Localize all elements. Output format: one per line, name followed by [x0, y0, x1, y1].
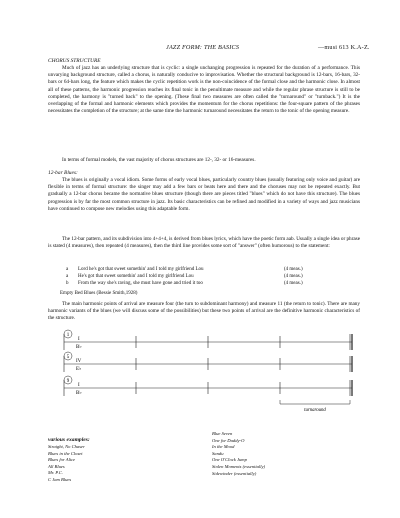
lyric-tag: a: [66, 267, 69, 272]
example-item: One for Daddy-O: [212, 437, 245, 443]
example-item: One O'Clock Jump: [212, 457, 247, 463]
example-item: Mr. P.C.: [48, 470, 63, 476]
examples-column-2: [212, 431, 265, 477]
example-item: Blue Seven: [212, 431, 233, 436]
measure-number: 1: [66, 333, 70, 338]
blues-paragraph-2: The 12-bar pattern, and its subdivision into 4+4+4, is derived from blues lyrics, which have the poetic form aab. Usually a single idea or phrase is stated (4 measures), then repeated (4 measures), then the third line provides some sort of "answer" (often humorous) to the statement:: [48, 236, 361, 250]
example-item: Stolen Moments (essentially): [212, 463, 266, 469]
chord-symbol: B♭: [76, 391, 82, 396]
chorus-paragraph-1: Much of jazz has an underlying structure that is cyclic: a single unchanging progression is repeated for the duration of a performance. This unvarying background structure, called a chorus, is naturally conducive to improvisation. Whether the structural background is 12-bars, 16-bars, 32-bars or 64-bars long, the feature which makes the cyclic repetition work is the non-coincidence of the formal close and the harmonic close. In almost all of these patterns, the harmonic progression reaches its final tonic in the penultimate measure and while the regular phrase structure is still to be completed, the harmony is "turned back" to the opening. (These final two measures are often called the "turnaround" or "turnback.") It is the overlapping of the formal and harmonic elements which provides the momentum for the chorus repetitions: the four-square pattern of the phrases necessitates the completion of the structure; at the same time the harmonic turnaround necessitates the return to the tonic of the opening measure.: [48, 65, 360, 115]
example-item: C Jam Blues: [48, 476, 72, 482]
measure-number: 9: [66, 379, 70, 384]
lyric-text: Lord he's got that sweet somethin' and I told my girlfriend Lou: [78, 267, 204, 272]
staff-system-3: [64, 376, 352, 396]
lyric-measures: (4 meas.): [284, 281, 303, 286]
example-item: Sidewinder (essentially): [212, 470, 257, 476]
examples-column-1: [48, 444, 85, 484]
chorus-heading: CHORUS STRUCTURE: [48, 58, 101, 64]
staff-system-1: [64, 330, 352, 350]
header-course: —musi 613 K.A-Z.: [318, 44, 370, 51]
blues-paragraph-3: The main harmonic points of arrival are measure four (the turn to subdominant harmony) and measure 11 (the return to tonic). There are many harmonic variants of the blues (we will discuss some of the possibilities) but these two points of arrival are the definitive harmonic characteristics of the structure.: [48, 301, 360, 322]
chord-symbol: B♭: [76, 345, 82, 350]
lyrics-credit: Empty Bed Blues (Bessie Smith,1928): [60, 291, 138, 296]
blues-paragraph-1: The blues is originally a vocal idiom. Some forms of early vocal blues, particularly country blues (usually featuring only voice and guitar) are flexible in terms of formal structure: the singer may add a few bars or beats here and there and the choruses may not be repeated exactly. But gradually a 12-bar chorus became the normative blues structure (though there are pieces titled "blues" which do not have this structure). The blues progression is by far the most common structure in jazz. Its basic characteristics can be refined and modified in a variety of ways and jazz musicians have continued to compose new melodies using this adaptable form.: [48, 177, 360, 212]
lyric-measures: (4 meas.): [284, 274, 303, 279]
examples-heading: various examples:: [48, 437, 90, 443]
lyric-tag: a: [66, 274, 69, 279]
example-item: Straight, No Chaser: [48, 444, 85, 449]
roman-numeral: I: [78, 383, 80, 388]
chord-symbol: E♭: [76, 367, 82, 372]
lyric-text: He's got that sweet somethin' and I told my girlfriend Lou: [78, 274, 194, 279]
lyric-text: From the way she's raving, she must have gone and tried it too: [78, 281, 203, 286]
example-item: All Blues: [48, 463, 65, 469]
chorus-paragraph-2: In terms of formal models, the vast majority of chorus structures are 12-, 32- or 16-measures.: [62, 157, 256, 163]
lyric-measures: (4 meas.): [284, 267, 303, 272]
measure-number: 5: [66, 355, 70, 360]
example-item: Sandu: [212, 450, 224, 456]
roman-numeral: I: [78, 337, 80, 342]
turnaround-bracket: [280, 400, 350, 413]
staff-system-2: [64, 352, 352, 372]
turnaround-label: turnaround: [304, 408, 326, 413]
lyric-tag: b: [66, 281, 69, 286]
example-item: Blues in the Closet: [48, 450, 83, 456]
example-item: Blues for Alice: [48, 457, 76, 463]
header-title: JAZZ FORM: THE BASICS: [166, 44, 240, 51]
blues-heading: 12-bar Blues:: [48, 170, 78, 176]
roman-numeral: IV: [76, 359, 82, 364]
example-item: In the Mood: [212, 444, 235, 450]
